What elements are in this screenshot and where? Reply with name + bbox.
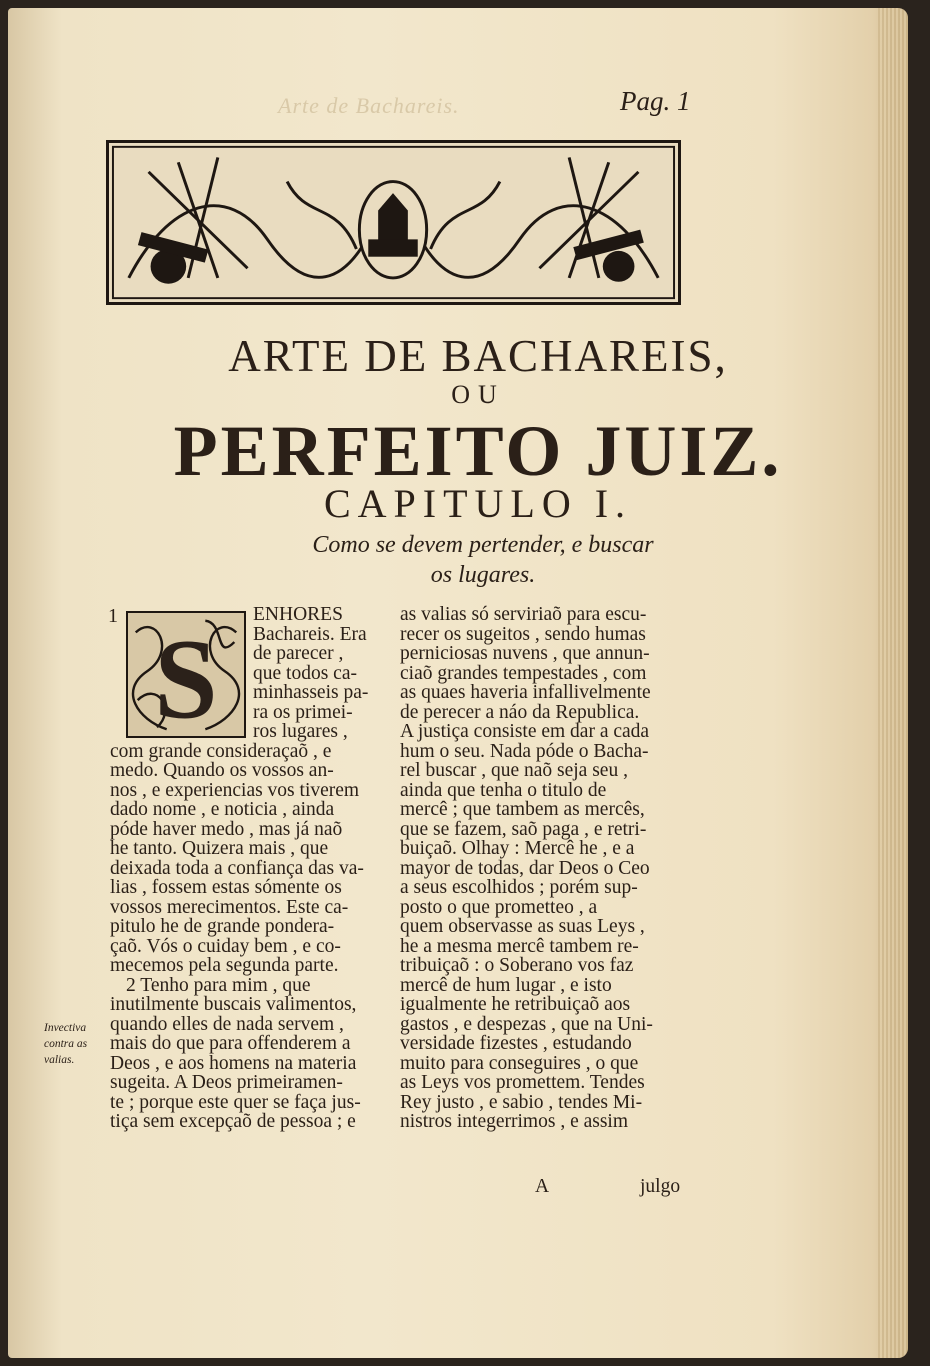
subtitle-line: os lugares. <box>430 562 536 588</box>
text-line: 2 Tenho para mim , que <box>126 974 311 996</box>
text-line: que todos ca- <box>253 662 357 684</box>
text-line: A justiça consiste em dar a cada <box>400 721 650 742</box>
text-line: pitulo he de grande pondera- <box>110 916 335 937</box>
text-line: versidade fizestes , estudando <box>400 1033 632 1054</box>
marginal-note <box>44 1020 104 1068</box>
text-line: posto o que prometteo , a <box>400 896 598 918</box>
text-line: deixada toda a confiança das va- <box>110 857 364 879</box>
text-line: póde haver medo , mas já naõ <box>110 818 343 840</box>
text-line: hum o seu. Nada póde o Bacha- <box>400 740 649 762</box>
text-line: çaõ. Vós o cuiday bem , e co- <box>110 935 341 957</box>
text-line: he a mesma mercê tambem re- <box>400 935 639 957</box>
text-line: te ; porque este quer se faça jus- <box>110 1091 361 1113</box>
text-line: as quaes haveria infallivelmente <box>400 682 651 703</box>
text-line: ENHORES <box>253 604 343 625</box>
text-line: igualmente he retribuiçaõ aos <box>400 994 631 1015</box>
text-line: tiça sem excepçaõ de pessoa ; e <box>110 1111 356 1132</box>
subtitle-line: Como se devem pertender, e buscar <box>312 532 654 558</box>
text-line: medo. Quando os vossos an- <box>110 760 334 781</box>
text-line: inutilmente buscais valimentos, <box>110 994 357 1015</box>
text-line: recer os sugeitos , sendo humas <box>400 623 646 645</box>
title-line-1: ARTE DE BACHAREIS, <box>228 331 728 381</box>
text-line: ra os primei- <box>253 701 353 723</box>
text-line: tribuiçaõ : o Soberano vos faz <box>400 955 634 976</box>
text-line: gastos , e despezas , que na Uni- <box>400 1013 653 1035</box>
text-line: a seus escolhidos ; porém sup- <box>400 877 638 898</box>
text-line: he tanto. Quizera mais , que <box>110 838 329 859</box>
text-line: muito para conseguires , o que <box>400 1052 639 1074</box>
text-line: Deos , e aos homens na materia <box>110 1052 357 1074</box>
text-line: lias , fossem estas sómente os <box>110 877 342 898</box>
text-line: buiçaõ. Olhay : Mercê he , e a <box>400 838 635 859</box>
marginal-note-line: valias. <box>44 1054 75 1066</box>
page-number: Pag. 1 <box>620 86 691 116</box>
headpiece-ornament-icon <box>106 140 681 305</box>
chapter-subtitle <box>8 530 908 590</box>
text-line: nistros integerrimos , e assim <box>400 1111 629 1132</box>
text-line: quem observasse as suas Leys , <box>400 916 645 937</box>
paragraph-number: 1 <box>108 605 118 627</box>
text-line: sugeita. A Deos primeiramen- <box>110 1072 343 1093</box>
text-line: rel buscar , que naõ seja seu , <box>400 760 628 781</box>
text-line: mecemos pela segunda parte. <box>110 955 339 976</box>
text-line: mais do que para offenderem a <box>110 1033 351 1054</box>
catchword: julgo <box>640 1176 681 1197</box>
drop-cap-letter: S <box>154 615 218 736</box>
text-line: dado nome , e noticia , ainda <box>110 799 335 820</box>
text-line: mercê de hum lugar , e isto <box>400 974 612 996</box>
text-line: de parecer , <box>253 643 344 664</box>
text-line: as Leys vos promettem. Tendes <box>400 1072 645 1093</box>
title-line-3: PERFEITO JUIZ. <box>173 411 783 491</box>
title-line-2: OU <box>451 380 505 409</box>
marginal-note-line: Invectiva <box>44 1022 87 1034</box>
text-line: de perecer a náo da Republica. <box>400 701 640 723</box>
text-line: mercê ; que tambem as mercês, <box>400 799 645 820</box>
right-column <box>400 605 690 1132</box>
text-line: Bachareis. Era <box>253 623 367 645</box>
left-column <box>110 605 395 1132</box>
text-line: que se fazem, saõ paga , e retri- <box>400 818 647 840</box>
text-line: minhasseis pa- <box>253 682 369 703</box>
book-page <box>8 8 908 1358</box>
marginal-note-line: contra as <box>44 1038 88 1050</box>
text-line: mayor de todas, dar Deos o Ceo <box>400 857 650 879</box>
text-line: quando elles de nada servem , <box>110 1013 344 1035</box>
text-line: as valias só serviriaõ para escu- <box>400 604 647 625</box>
text-line: com grande consideraçaõ , e <box>110 740 332 762</box>
text-line: ros lugares , <box>253 721 348 742</box>
signature-mark: A <box>535 1176 550 1197</box>
text-line: vossos merecimentos. Este ca- <box>110 896 349 918</box>
text-line: ciaõ grandes tempestades , com <box>400 662 647 684</box>
chapter-heading: CAPITULO I. <box>323 481 633 526</box>
ghost-running-head: Arte de Bachareis. <box>278 93 460 118</box>
text-line: nos , e experiencias vos tiverem <box>110 779 360 801</box>
page-edge <box>878 8 908 1358</box>
text-line: perniciosas nuvens , que annun- <box>400 643 650 664</box>
text-line: ainda que tenha o titulo de <box>400 779 607 801</box>
text-line: Rey justo , e sabio , tendes Mi- <box>400 1091 643 1113</box>
